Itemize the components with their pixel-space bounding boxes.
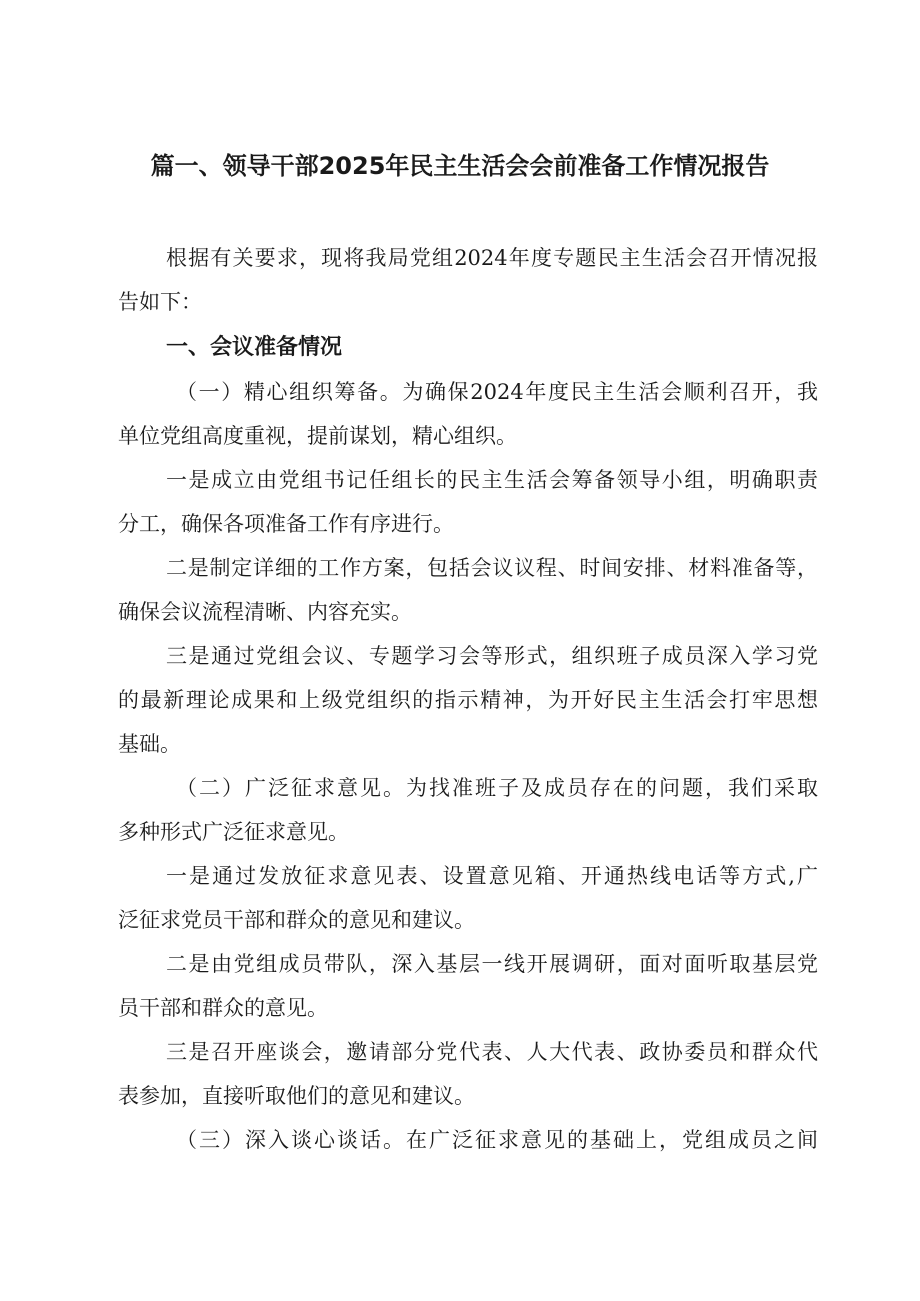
subsection-1-item-2-line-1: 二是制定详细的工作方案，包括会议议程、时间安排、材料准备等， [166, 556, 818, 580]
subsection-1-item-3-line-2: 的最新理论成果和上级党组织的指示精神，为开好民主生活会打牢思想 [118, 688, 818, 712]
subsection-2-item-3-line-2: 表参加，直接听取他们的意见和建议。 [118, 1084, 475, 1108]
subsection-2-item-1-line-1: 一是通过发放征求意见表、设置意见箱、开通热线电话等方式,广 [166, 864, 818, 888]
subsection-1-item-3-line-3: 基础。 [118, 732, 181, 756]
subsection-2-line-2: 多种形式广泛征求意见。 [118, 820, 349, 844]
intro-line-2: 告如下： [118, 290, 202, 314]
subsection-2-item-3-line-1: 三是召开座谈会，邀请部分党代表、人大代表、政协委员和群众代 [166, 1040, 818, 1064]
subsection-1-line-1: （一）精心组织筹备。为确保2024年度民主生活会顺利召开，我 [176, 380, 818, 404]
intro-line-1: 根据有关要求，现将我局党组2024年度专题民主生活会召开情况报 [166, 246, 818, 270]
subsection-1-item-1-line-1: 一是成立由党组书记任组长的民主生活会筹备领导小组，明确职责 [166, 468, 818, 492]
subsection-2-line-1: （二）广泛征求意见。为找准班子及成员存在的问题，我们采取 [176, 776, 818, 800]
subsection-2-item-2-line-1: 二是由党组成员带队，深入基层一线开展调研，面对面听取基层党 [166, 952, 818, 976]
subsection-2-item-2-line-2: 员干部和群众的意见。 [118, 996, 328, 1020]
subsection-1-item-2-line-2: 确保会议流程清晰、内容充实。 [118, 600, 412, 624]
section-heading: 一、会议准备情况 [166, 335, 343, 360]
subsection-2-item-1-line-2: 泛征求党员干部和群众的意见和建议。 [118, 908, 475, 932]
document-title: 篇一、领导干部2025年民主生活会会前准备工作情况报告 [150, 152, 770, 180]
subsection-1-line-2: 单位党组高度重视，提前谋划，精心组织。 [118, 424, 517, 448]
subsection-1-item-3-line-1: 三是通过党组会议、专题学习会等形式，组织班子成员深入学习党 [166, 644, 818, 668]
subsection-1-item-1-line-2: 分工，确保各项准备工作有序进行。 [118, 512, 454, 536]
subsection-3-line-1: （三）深入谈心谈话。在广泛征求意见的基础上，党组成员之间 [176, 1128, 818, 1152]
